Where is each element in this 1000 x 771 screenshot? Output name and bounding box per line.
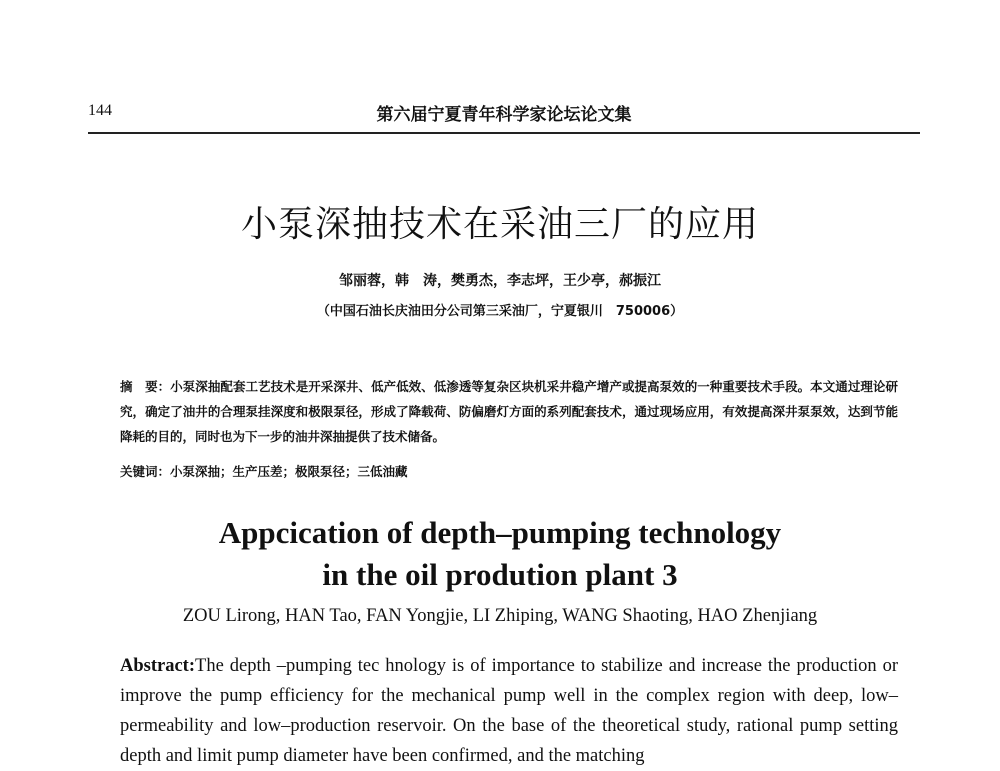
paper-title-english-line-2: in the oil prodution plant 3 bbox=[322, 557, 678, 592]
abstract-english bbox=[120, 651, 898, 771]
keywords-chinese-text: 小泵深抽；生产压差；极限泵径；三低油藏 bbox=[170, 464, 408, 479]
affiliation-chinese: （中国石油长庆油田分公司第三采油厂，宁夏银川 750006） bbox=[316, 304, 684, 319]
page-number: 144 bbox=[88, 102, 112, 119]
authors-chinese: 邹丽蓉，韩 涛，樊勇杰，李志坪，王少亭，郝振江 bbox=[339, 273, 661, 289]
running-header bbox=[88, 96, 920, 134]
paper-title-chinese: 小泵深抽技术在采油三厂的应用 bbox=[240, 204, 759, 245]
authors-english: ZOU Lirong, HAN Tao, FAN Yongjie, LI Zhiping, WANG Shaoting, HAO Zhenjiang bbox=[182, 606, 818, 626]
keywords-chinese bbox=[120, 462, 898, 480]
abstract-chinese-label: 摘 要： bbox=[120, 379, 171, 394]
keywords-chinese-label: 关键词： bbox=[120, 464, 171, 479]
abstract-english-label: Abstract: bbox=[120, 656, 196, 676]
paper-title-english bbox=[0, 512, 1000, 596]
abstract-chinese-text: 小泵深抽配套工艺技术是开采深井、低产低效、低渗透等复杂区块机采井稳产增产或提高泵效的一种重要技术手段。本文通过理论研究，确定了油井的合理泵挂深度和极限泵径，形成了降载荷、防偏磨灯方面的系列配套技术，通过现场应用，有效提高深井泵泵效，达到节能降耗的目的，同时也为下一步的油井深抽提供了技术储备。 bbox=[120, 379, 898, 444]
paper-title-english-line-1: Appcication of depth–pumping technology bbox=[218, 515, 782, 550]
abstract-english-text: The depth –pumping tec hnology is of importance to stabilize and increase the production or improve the pump efficiency for the mechanical pump well in the complex region with deep, low–permeability and low–production reservoir. On the base of the theoretical study, rational pump setting depth and limit pump diameter have been confirmed, and the matching bbox=[120, 656, 898, 766]
abstract-chinese bbox=[120, 374, 898, 449]
journal-title: 第六届宁夏青年科学家论坛论文集 bbox=[376, 105, 632, 125]
